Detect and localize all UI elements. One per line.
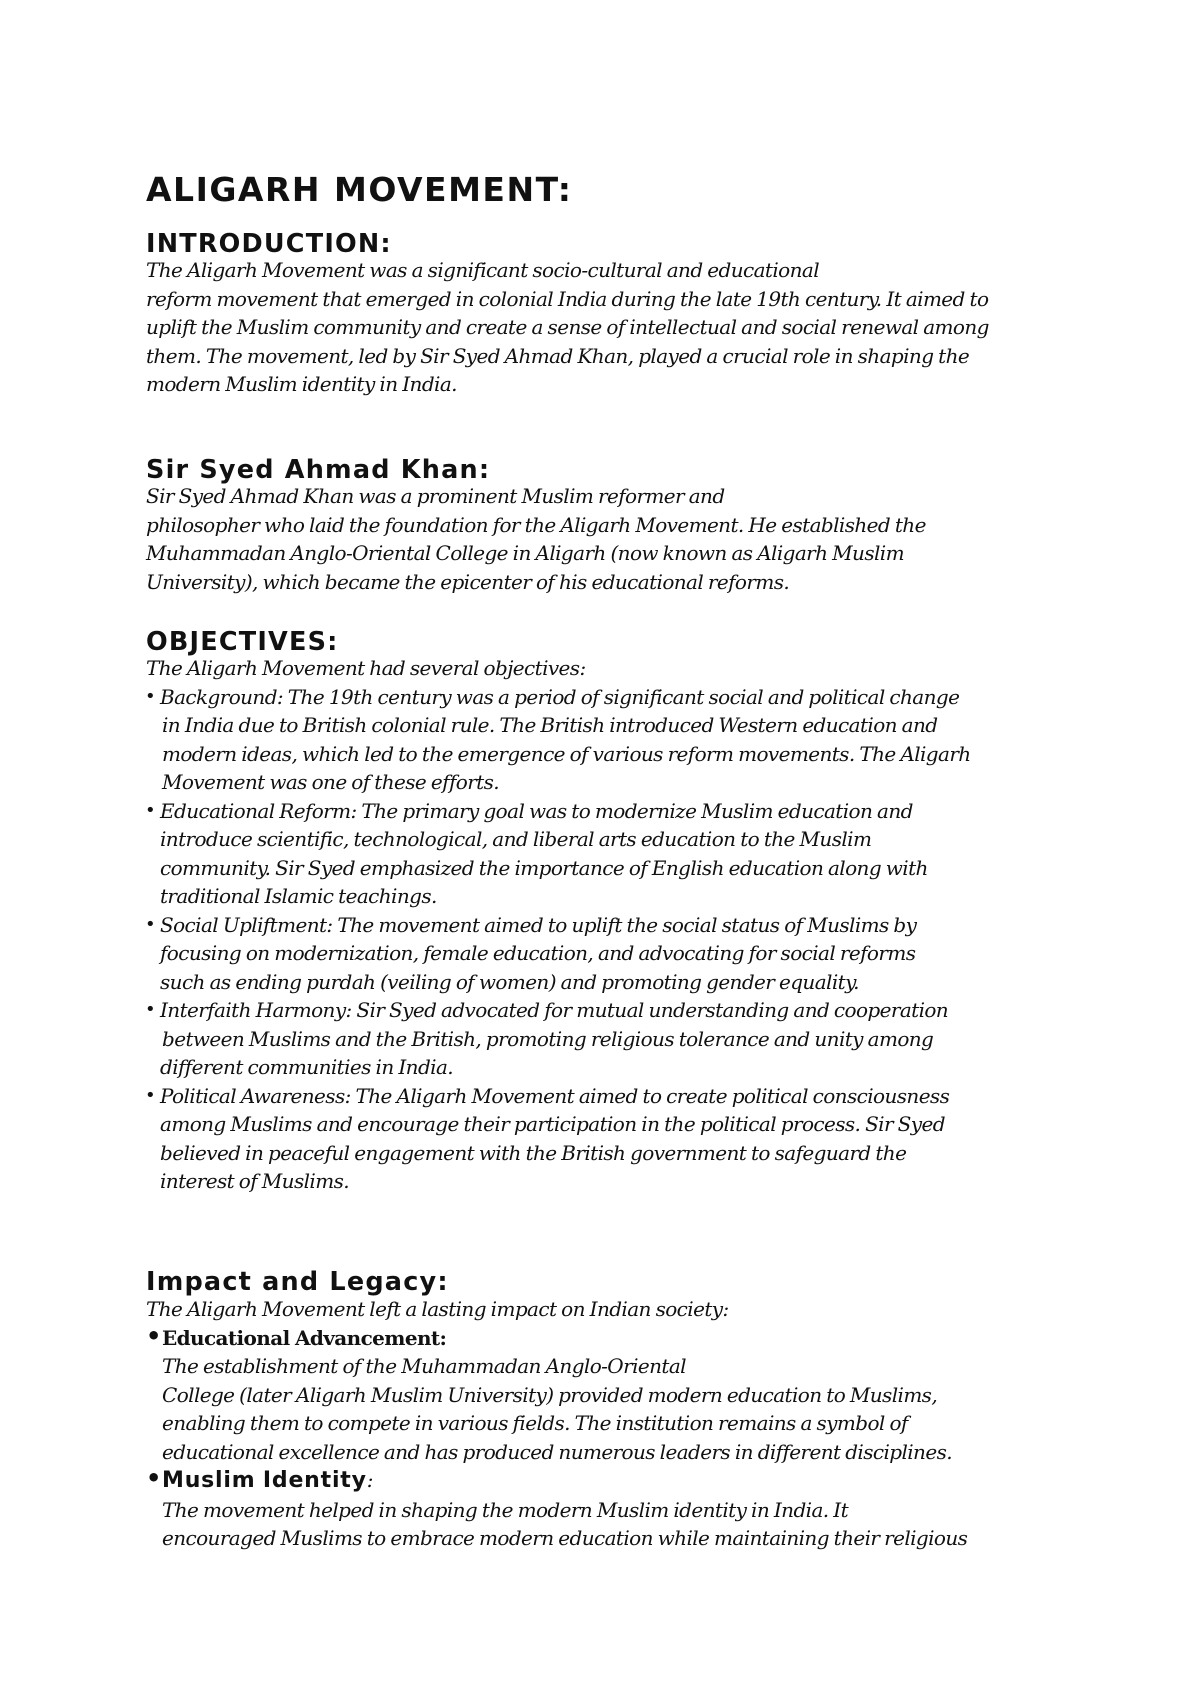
objectives-heading: OBJECTIVES: xyxy=(146,627,339,657)
list-item-line: • Educational Reform: The primary goal was to modernize Muslim education and xyxy=(160,798,913,823)
list-item-line: The establishment of the Muhammadan Anglo-Oriental xyxy=(162,1354,686,1378)
paragraph-line: philosopher who laid the foundation for the Aligarh Movement. He established the xyxy=(146,512,926,537)
list-item-line: believed in peaceful engagement with the British government to safeguard the xyxy=(160,1140,907,1165)
list-item xyxy=(146,996,1066,1082)
objectives-intro: The Aligarh Movement had several objectives: xyxy=(146,656,586,680)
list-item xyxy=(146,911,1066,997)
list-item-line: focusing on modernization, female education, and advocating for social reforms xyxy=(160,941,916,965)
paragraph-line: Sir Syed Ahmad Khan was a prominent Muslim reformer and xyxy=(146,484,725,508)
document-title: ALIGARH MOVEMENT: xyxy=(146,170,573,209)
educational-advancement-title: • Educational Advancement: xyxy=(162,1325,447,1350)
list-item-line: modern ideas, which led to the emergence of various reform movements. The Aligarh xyxy=(162,741,971,766)
list-item-line: The movement helped in shaping the modern Muslim identity in India. It xyxy=(162,1497,849,1522)
paragraph-line: The Aligarh Movement was a significant socio-cultural and educational xyxy=(146,258,820,282)
muslim-identity-title-colon: : xyxy=(366,1468,373,1492)
list-item xyxy=(146,797,1066,911)
objectives-section xyxy=(146,626,1066,1196)
sir-syed-section xyxy=(146,454,1066,596)
list-item-line: • Political Awareness: The Aligarh Movement aimed to create political consciousness xyxy=(160,1083,950,1108)
list-item-line: such as ending purdah (veiling of women) and promoting gender equality. xyxy=(160,969,859,994)
impact-heading: Impact and Legacy: xyxy=(146,1267,449,1297)
paragraph-line: them. The movement, led by Sir Syed Ahmad Khan, played a crucial role in shaping the xyxy=(146,343,970,368)
sir-syed-paragraph xyxy=(146,482,1066,596)
list-item-line: different communities in India. xyxy=(160,1055,454,1079)
paragraph-line: reform movement that emerged in colonial India during the late 19th century. It aimed to xyxy=(146,286,989,311)
list-item-line: encouraged Muslims to embrace modern education while maintaining their religious xyxy=(162,1526,968,1550)
paragraph-line: modern Muslim identity in India. xyxy=(146,372,457,396)
paragraph-line: Muhammadan Anglo-Oriental College in Aligarh (now known as Aligarh Muslim xyxy=(146,541,904,565)
list-item-line: community. Sir Syed emphasized the importance of English education along with xyxy=(160,855,928,880)
introduction-section xyxy=(146,228,1066,399)
paragraph-line: uplift the Muslim community and create a sense of intellectual and social renewal among xyxy=(146,315,989,339)
list-item-line: • Background: The 19th century was a period of significant social and political change xyxy=(160,684,960,709)
impact-list xyxy=(146,1324,1066,1553)
list-item-line: enabling them to compete in various fields. The institution remains a symbol of xyxy=(162,1411,908,1435)
list-item-line: among Muslims and encourage their participation in the political process. Sir Syed xyxy=(160,1112,945,1136)
list-item-line: • Interfaith Harmony: Sir Syed advocated for mutual understanding and cooperation xyxy=(160,998,949,1022)
list-item xyxy=(146,1466,1066,1553)
list-item-line: introduce scientific, technological, and liberal arts education to the Muslim xyxy=(160,827,872,851)
sir-syed-heading: Sir Syed Ahmad Khan: xyxy=(146,455,491,485)
list-item-line: College (later Aligarh Muslim University) provided modern education to Muslims, xyxy=(162,1382,938,1407)
list-item xyxy=(146,1324,1066,1467)
list-item-line: educational excellence and has produced numerous leaders in different disciplines. xyxy=(162,1439,952,1464)
impact-section xyxy=(146,1266,1066,1553)
list-item-line: interest of Muslims. xyxy=(160,1169,350,1193)
muslim-identity-title-row xyxy=(162,1466,1066,1496)
list-item-line: traditional Islamic teachings. xyxy=(160,884,437,908)
muslim-identity-title: Muslim Identity xyxy=(162,1468,367,1493)
list-item-line: in India due to British colonial rule. The British introduced Western education and xyxy=(162,713,938,737)
paragraph-line: University), which became the epicenter of his educational reforms. xyxy=(146,569,790,594)
objectives-list xyxy=(146,683,1066,1196)
introduction-heading: INTRODUCTION: xyxy=(146,229,392,259)
list-item xyxy=(146,1082,1066,1196)
list-item-line: • Social Upliftment: The movement aimed to uplift the social status of Muslims by xyxy=(160,912,917,937)
impact-intro: The Aligarh Movement left a lasting impact on Indian society: xyxy=(146,1297,729,1321)
list-item xyxy=(146,683,1066,797)
list-item-line: between Muslims and the British, promoting religious tolerance and unity among xyxy=(162,1026,934,1051)
introduction-paragraph xyxy=(146,256,1066,399)
list-item-line: Movement was one of these efforts. xyxy=(162,770,500,794)
